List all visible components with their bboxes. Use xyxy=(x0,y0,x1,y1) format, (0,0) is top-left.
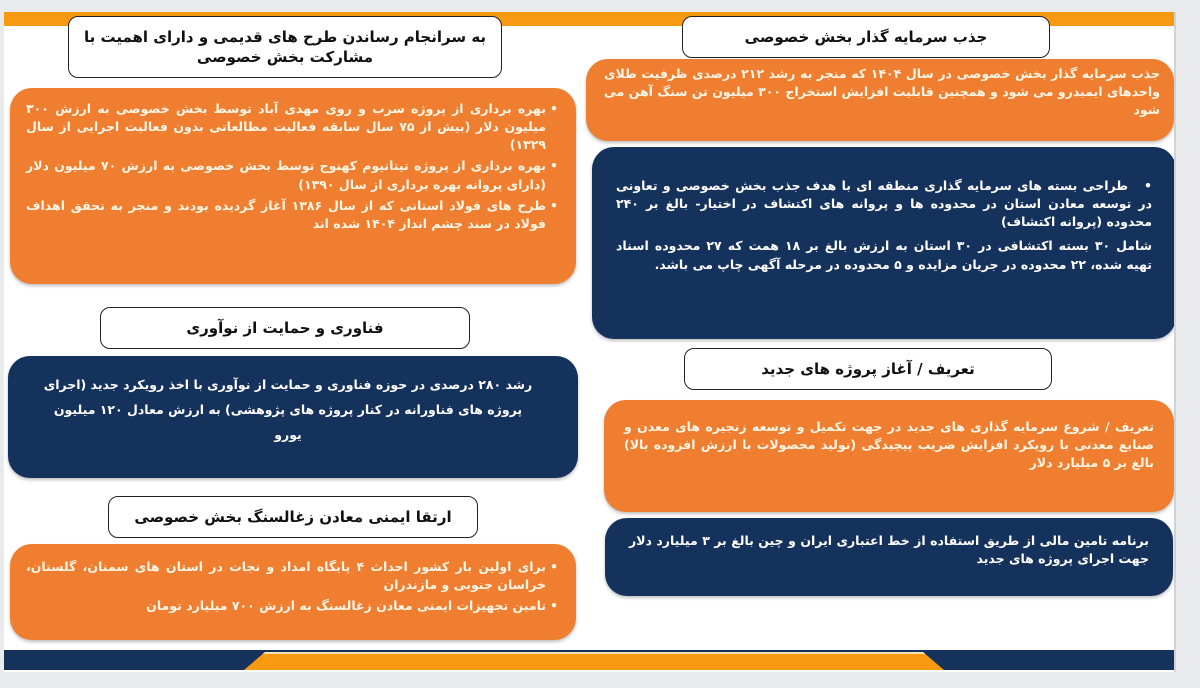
panel-text: رشد ۲۸۰ درصدی در حوزه فناوری و حمایت از نوآوری با اخذ رویکرد جدید (اجرای پروژه های فناورانه در کنار پروژه های پژوهشی) به ارزش معادل ۱۲۰ میلیون یورو xyxy=(43,377,533,442)
list-item: • بهره برداری از پروژه سرب و روی مهدی آباد توسط بخش خصوصی به ارزش ۳۰۰ میلیون دلار (بیش از ۷۵ سال سابقه فعالیت مطالعاتی بدون فعالیت اجرایی از سال ۱۳۲۹) xyxy=(26,101,558,153)
heading-private-investor-attraction xyxy=(682,16,1050,58)
bullet-glyph: • xyxy=(550,197,558,213)
bullet-glyph: • xyxy=(550,598,558,614)
heading-new-projects xyxy=(684,348,1052,390)
panel-technology-growth xyxy=(8,356,578,478)
panel-paragraph-1: • طراحی بسته های سرمایه گذاری منطقه ای با هدف جذب بخش خصوصی و تعاونی در توسعه معادن استان در محدوده ها و پروانه های اکتشاف در اختیار- بالغ بر ۲۴۰ محدوده (پروانه اکتشاف) xyxy=(616,178,1152,230)
bullet-list xyxy=(26,558,558,615)
list-item: • تامین تجهیزات ایمنی معادن زغالسنگ به ارزش ۷۰۰ میلیارد تومان xyxy=(26,597,558,615)
panel-old-projects-list xyxy=(10,88,576,284)
heading-text: فناوری و حمایت از نوآوری xyxy=(186,318,384,337)
panel-text: تعریف / شروع سرمایه گذاری های جدید در جهت تکمیل و توسعه زنجیره های معدن و صنایع معدنی با رویکرد افزایش ضریب پیچیدگی (تولید محصولات با ارزش افزوده بالا) بالغ بر ۵ میلیارد دلار xyxy=(624,419,1154,471)
heading-coal-mine-safety xyxy=(108,496,478,538)
heading-text: ارتقا ایمنی معادن زغالسنگ بخش خصوصی xyxy=(134,507,452,526)
bullet-glyph: • xyxy=(550,559,558,574)
heading-text: به سرانجام رساندن طرح های قدیمی و دارای اهمیت با مشارکت بخش خصوصی xyxy=(83,27,487,66)
panel-text: جذب سرمایه گذار بخش خصوصی در سال ۱۴۰۴ که منجر به رشد ۲۱۲ درصدی ظرفیت طلای واحدهای ایمیدرو می شود و همچنین قابلیت افزایش استخراج ۳۰۰ میلیون تن سنگ آهن می شود xyxy=(604,66,1161,118)
heading-text: جذب سرمایه گذار بخش خصوصی xyxy=(744,27,988,46)
panel-paragraph-2: شامل ۳۰ بسته اکتشافی در ۳۰ استان به ارزش بالغ بر ۱۸ همت که ۲۷ محدوده اسناد تهیه شده، ۲۲ محدوده در جریان مزایده و ۵ محدوده در مرحله آگهی چاپ می باشد. xyxy=(616,238,1153,272)
panel-regional-investment-packages xyxy=(592,147,1176,339)
panel-new-investments xyxy=(604,400,1174,512)
list-item: • طرح های فولاد استانی که از سال ۱۳۸۶ آغاز گردیده بودند و منجر به تحقق اهداف فولاد در سند چشم انداز ۱۴۰۴ شده اند xyxy=(26,197,558,231)
bullet-glyph: • xyxy=(1144,178,1152,193)
list-item: • بهره برداری از پروژه تیتانیوم کهنوج توسط بخش خصوصی به ارزش ۷۰ میلیون دلار (دارای پروانه بهره برداری از سال ۱۳۹۰) xyxy=(26,158,558,192)
panel-text: برنامه تامین مالی از طریق استفاده از خط اعتباری ایران و چین بالغ بر ۳ میلیارد دلار جهت اجرای پروژه های جدید xyxy=(629,533,1149,567)
bullet-glyph: • xyxy=(550,101,558,116)
heading-technology-innovation xyxy=(100,307,470,349)
panel-private-investment-gold xyxy=(586,59,1174,141)
bullet-glyph: • xyxy=(550,158,558,174)
heading-completing-old-projects xyxy=(68,16,502,78)
panel-credit-line-financing xyxy=(605,518,1173,596)
heading-text: تعریف / آغاز پروژه های جدید xyxy=(761,359,975,378)
bullet-list xyxy=(26,100,558,233)
list-item: • برای اولین بار کشور احداث ۴ پایگاه امداد و نجات در استان های سمنان، گلستان، خراسان جنوبی و مازندران xyxy=(26,559,558,593)
bottom-orange-accent xyxy=(244,652,944,670)
panel-coal-safety-list xyxy=(10,544,576,640)
infographic-slide xyxy=(4,12,1176,672)
